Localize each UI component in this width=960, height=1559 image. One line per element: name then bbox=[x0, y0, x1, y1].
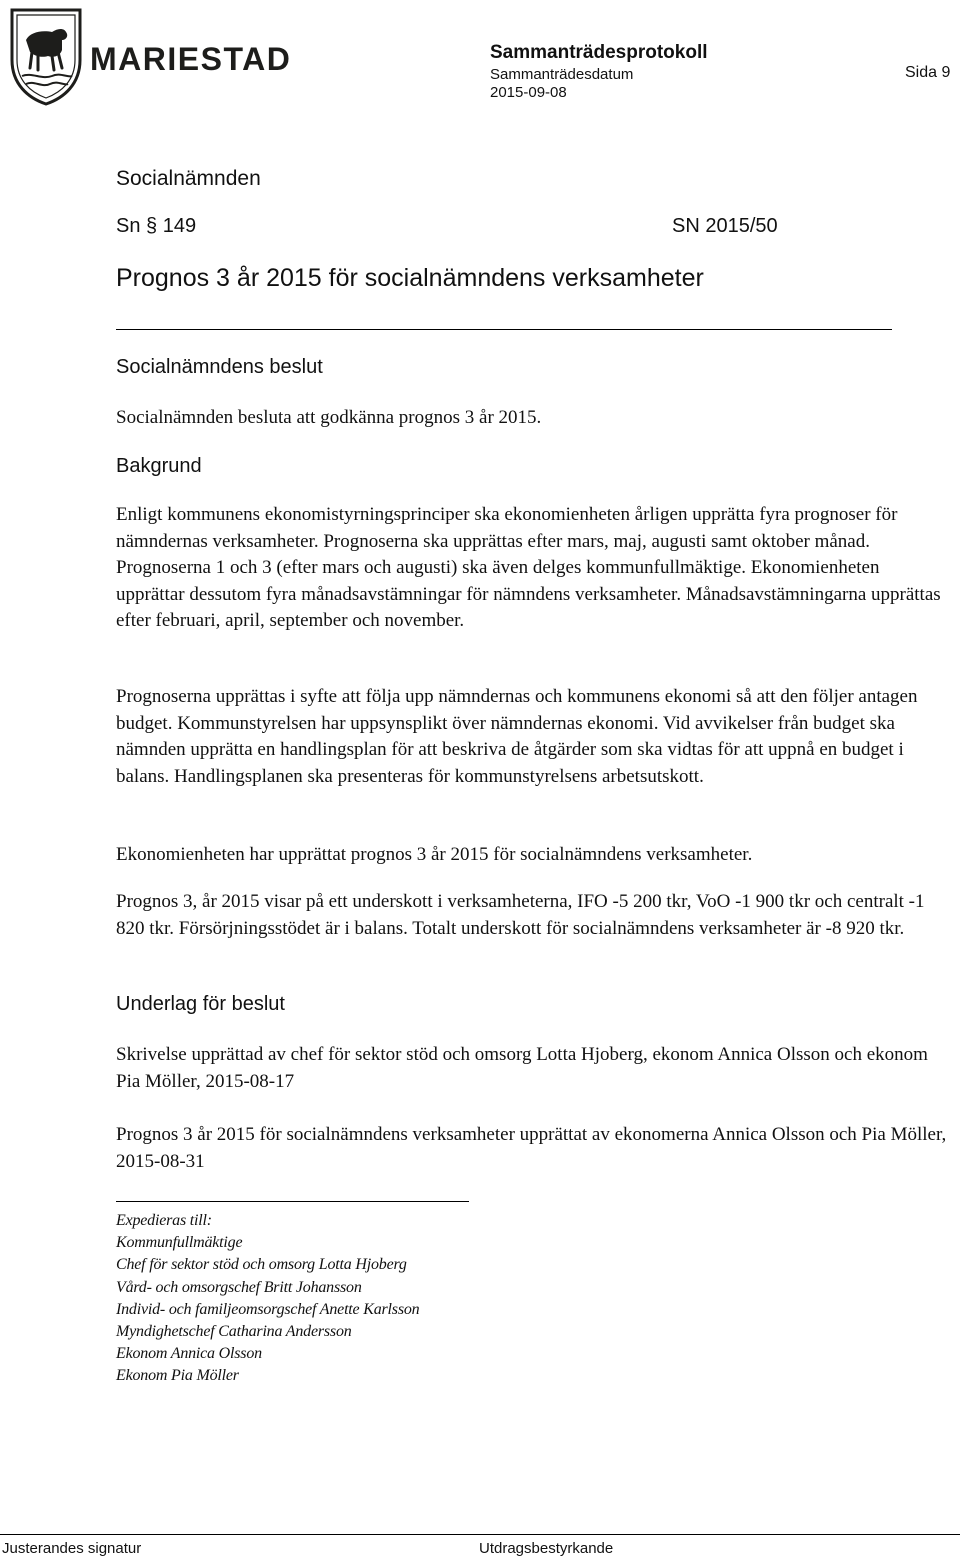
recipient: Ekonom Pia Möller bbox=[116, 1367, 239, 1385]
footer-signature-label: Justerandes signatur bbox=[2, 1540, 142, 1557]
basis-item-2 bbox=[116, 1122, 952, 1175]
recipient: Individ- och familjeomsorgschef Anette Karlsson bbox=[116, 1300, 420, 1318]
footer-certification-label: Utdragsbestyrkande bbox=[479, 1540, 614, 1557]
background-paragraph-4 bbox=[116, 889, 952, 942]
recipient: Ekonom Annica Olsson bbox=[116, 1345, 262, 1363]
background-paragraph-2 bbox=[116, 684, 952, 790]
decision-paragraph: Socialnämnden besluta att godkänna prognos 3 år 2015. bbox=[116, 407, 542, 428]
distribution-label: Expedieras till: bbox=[116, 1212, 212, 1229]
footer-divider bbox=[0, 1534, 960, 1535]
decision-text bbox=[116, 405, 952, 432]
document-title: Sammanträdesprotokoll bbox=[490, 42, 708, 63]
committee-name: Socialnämnden bbox=[116, 167, 261, 190]
decision-heading: Socialnämndens beslut bbox=[116, 356, 323, 378]
case-title: Prognos 3 år 2015 för socialnämndens verksamheter bbox=[116, 264, 704, 292]
case-id: SN 2015/50 bbox=[672, 215, 778, 237]
basis-item: Skrivelse upprättad av chef för sektor stöd och omsorg Lotta Hjoberg, ekonom Annica Olsson och ekonom Pia Möller, 2015-08-17 bbox=[116, 1044, 928, 1092]
basis-heading: Underlag för beslut bbox=[116, 993, 285, 1015]
page-number: Sida 9 bbox=[905, 64, 951, 81]
recipient: Kommunfullmäktige bbox=[116, 1234, 243, 1252]
municipality-logo bbox=[8, 6, 292, 106]
paragraph: Enligt kommunens ekonomistyrningsprinciper ska ekonomienheten årligen upprätta fyra prognoser för nämndernas verksamheter. Prognoserna ska upprättas efter mars, maj, augusti samt oktober månad. Prognoserna 1 och 3 (efter mars och augusti) ska även delges kommunfullmäktige. Ekonomienheten upprättar dessutom fyra månadsavstämningar för nämndens verksamheter. Månadsavstämningarna upprättas efter februari, april, september och november. bbox=[116, 504, 941, 631]
paragraph: Prognos 3, år 2015 visar på ett underskott i verksamheterna, IFO -5 200 tkr, VoO -1 900 tkr och centralt -1 820 tkr. Försörjningsstödet är i balans. Totalt underskott för socialnämndens verksamheter är -8 920 tkr. bbox=[116, 891, 925, 939]
basis-item-1 bbox=[116, 1042, 952, 1095]
case-number: Sn § 149 bbox=[116, 215, 197, 237]
recipient: Chef för sektor stöd och omsorg Lotta Hjoberg bbox=[116, 1256, 407, 1274]
basis-item: Prognos 3 år 2015 för socialnämndens verksamheter upprättat av ekonomerna Annica Olsson och Pia Möller, 2015-08-31 bbox=[116, 1124, 947, 1172]
background-heading: Bakgrund bbox=[116, 455, 202, 477]
paragraph: Prognoserna upprättas i syfte att följa upp nämndernas och kommunens ekonomi så att den följer antagen budget. Kommunstyrelsen har uppsynsplikt över nämndernas ekonomi. Vid avvikelser från budget ska nämnden upprätta en handlingsplan för att beskriva de åtgärder som ska vidtas för att uppnå en budget i balans. Handlingsplanen ska presenteras för kommunstyrelsens arbetsutskott. bbox=[116, 686, 918, 787]
divider bbox=[116, 1201, 469, 1202]
divider bbox=[116, 329, 892, 330]
paragraph: Ekonomienheten har upprättat prognos 3 år 2015 för socialnämndens verksamheter. bbox=[116, 844, 753, 865]
shield-icon bbox=[8, 6, 84, 106]
recipient: Vård- och omsorgschef Britt Johansson bbox=[116, 1278, 362, 1296]
logo-wordmark: MARIESTAD bbox=[90, 41, 292, 77]
meeting-date-label: Sammanträdesdatum bbox=[490, 66, 634, 83]
background-paragraph-1 bbox=[116, 502, 952, 635]
recipient: Myndighetschef Catharina Andersson bbox=[116, 1323, 352, 1341]
distribution-list bbox=[116, 1210, 419, 1388]
background-paragraph-3 bbox=[116, 842, 952, 869]
meeting-date-value: 2015-09-08 bbox=[490, 84, 567, 101]
